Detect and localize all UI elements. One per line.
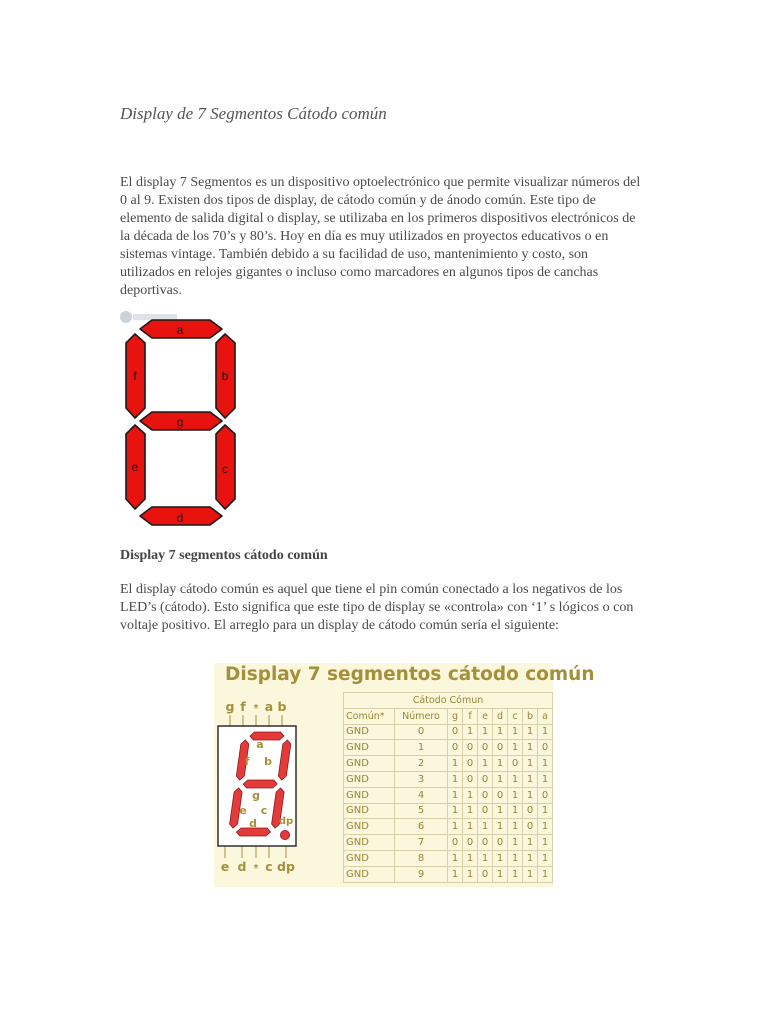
table-cell: 1 [538, 850, 553, 866]
table-row [344, 835, 553, 851]
table-header-cell: d [493, 708, 508, 724]
table-cell: 0 [463, 756, 478, 772]
table-cell: 0 [463, 835, 478, 851]
table-header-row [344, 708, 553, 724]
table-cell: 9 [395, 866, 448, 882]
small-segment-label-dp: dp [278, 816, 294, 827]
table-row [344, 724, 553, 740]
table-cell: 0 [478, 771, 493, 787]
table-cell: GND [344, 724, 395, 740]
table-cell: 1 [493, 803, 508, 819]
pin-label-e: e [220, 859, 230, 874]
table-cell: 0 [493, 740, 508, 756]
table-cell: 1 [493, 866, 508, 882]
table-row [344, 771, 553, 787]
table-cell: 1 [448, 771, 463, 787]
segment-label-c: c [222, 462, 228, 476]
table-cell: 0 [538, 740, 553, 756]
table-cell: 1 [463, 803, 478, 819]
table-cell: 4 [395, 787, 448, 803]
table-cell: 1 [523, 756, 538, 772]
table-header-cell: g [448, 708, 463, 724]
table-header-cell: b [523, 708, 538, 724]
table-cell: 1 [523, 724, 538, 740]
table-cell: GND [344, 787, 395, 803]
table-cell: 1 [508, 866, 523, 882]
figure-title: Display 7 segmentos cátodo común [225, 664, 595, 685]
table-header-cell: a [538, 708, 553, 724]
table-cell: 1 [493, 850, 508, 866]
table-cell: 0 [463, 740, 478, 756]
segment-label-f: f [133, 369, 137, 383]
table-cell: 1 [538, 819, 553, 835]
small-segment-label-f: f [244, 755, 250, 768]
table-header-cell: c [508, 708, 523, 724]
segment-label-b: b [221, 369, 229, 383]
page-title: Display de 7 Segmentos Cátodo común [120, 104, 387, 123]
table-cell: 7 [395, 835, 448, 851]
table-cell: 1 [538, 803, 553, 819]
table-cell: 1 [448, 866, 463, 882]
table-cell: 1 [493, 724, 508, 740]
table-cell: GND [344, 803, 395, 819]
table-cell: 0 [463, 771, 478, 787]
table-cell: 1 [395, 740, 448, 756]
table-cell: 0 [448, 740, 463, 756]
table-cell: 0 [478, 740, 493, 756]
table-row [344, 819, 553, 835]
table-cell: 1 [493, 819, 508, 835]
table-cell: 1 [448, 819, 463, 835]
table-cell: GND [344, 866, 395, 882]
seven-segment-diagram [118, 310, 243, 532]
table-cell: 1 [478, 756, 493, 772]
table-cell: GND [344, 771, 395, 787]
table-cell: 1 [508, 819, 523, 835]
table-cell: 1 [478, 819, 493, 835]
table-cell: 0 [478, 787, 493, 803]
small-segment-label-g: g [252, 789, 260, 802]
small-segment-label-e: e [239, 804, 247, 817]
table-cell: 1 [478, 850, 493, 866]
table-row [344, 850, 553, 866]
table-caption: Cátodo Cómun [344, 693, 553, 709]
table-header-cell: Común* [344, 708, 395, 724]
segment-label-a: a [176, 323, 184, 337]
table-cell: 6 [395, 819, 448, 835]
pin-label-g: g [225, 699, 235, 714]
small-segment-label-b: b [264, 755, 272, 768]
pin-label-dp: dp [277, 859, 295, 874]
table-cell: 1 [463, 850, 478, 866]
table-cell: 0 [478, 803, 493, 819]
table-cell: 1 [523, 740, 538, 756]
table-cell: 0 [523, 819, 538, 835]
intro-paragraph: El display 7 Segmentos es un dispositivo optoelectrónico que permite visualizar números del 0 al 9. Existen dos tipos de display, de cátodo común y de ánodo común. Este tipo de elemento de salida digital o display, se utilizaba en los primeros dispositivos electrónicos de la década de los 70’s y 80’s. Hoy en día es muy utilizados en proyectos educativos o en sistemas vintage. También debido a su facilidad de uso, mantenimiento y costo, son utilizados en relojes gigantes o incluso como marcadores en algunos tipos de canchas deportivas. [120, 175, 641, 298]
pinout-diagram [214, 693, 342, 883]
table-header-cell: Número [395, 708, 448, 724]
table-cell: GND [344, 835, 395, 851]
pin-label-b: b [277, 699, 287, 714]
table-row [344, 740, 553, 756]
table-cell: 1 [523, 771, 538, 787]
table-cell: 1 [538, 866, 553, 882]
table-cell: 0 [395, 724, 448, 740]
segment-label-e: e [131, 460, 139, 474]
table-cell: 1 [508, 850, 523, 866]
segment-label-d: d [176, 511, 184, 525]
table-cell: 1 [538, 835, 553, 851]
table-cell: 1 [478, 724, 493, 740]
table-cell: 1 [508, 803, 523, 819]
table-header-cell: f [463, 708, 478, 724]
pin-label-c: c [265, 859, 273, 874]
table-cell: 1 [538, 771, 553, 787]
table-cell: 1 [448, 787, 463, 803]
small-segment-g [243, 780, 278, 788]
segment-label-g: g [176, 415, 184, 429]
small-segment-label-c: c [260, 804, 268, 817]
table-cell: 0 [478, 866, 493, 882]
table-cell: 1 [523, 835, 538, 851]
small-segment-label-d: d [249, 817, 257, 830]
pin-label-common-bottom: * [253, 863, 259, 874]
pin-label-f: f [240, 699, 246, 714]
table-cell: GND [344, 756, 395, 772]
table-cell: 3 [395, 771, 448, 787]
table-cell: 1 [463, 787, 478, 803]
table-cell: 1 [448, 803, 463, 819]
table-cell: 1 [508, 835, 523, 851]
table-cell: 1 [463, 819, 478, 835]
table-cell: GND [344, 740, 395, 756]
table-cell: 1 [508, 724, 523, 740]
table-cell: 0 [478, 835, 493, 851]
table-cell: 0 [508, 756, 523, 772]
table-cell: 5 [395, 803, 448, 819]
table-cell: 8 [395, 850, 448, 866]
pin-label-common-top: * [253, 703, 259, 714]
table-cell: 1 [538, 756, 553, 772]
table-cell: GND [344, 850, 395, 866]
section-heading: Display 7 segmentos cátodo común [120, 548, 328, 563]
table-cell: 1 [463, 866, 478, 882]
table-cell: 2 [395, 756, 448, 772]
pin-label-d: d [237, 859, 247, 874]
body-paragraph: El display cátodo común es aquel que tiene el pin común conectado a los negativos de los LED’s (cátodo). Esto significa que este tipo de display se «controla» con ‘1’ s lógicos o con voltaje positivo. El arreglo para un display de cátodo común sería el siguiente: [120, 582, 634, 633]
table-row [344, 756, 553, 772]
table-cell: 0 [448, 724, 463, 740]
table-cell: 1 [448, 850, 463, 866]
table-header-cell: e [478, 708, 493, 724]
table-cell: 1 [448, 756, 463, 772]
table-cell: GND [344, 819, 395, 835]
table-cell: 1 [493, 771, 508, 787]
small-segment-dp [280, 830, 289, 839]
table-cell: 1 [463, 724, 478, 740]
table-cell: 0 [538, 787, 553, 803]
table-cell: 0 [448, 835, 463, 851]
table-cell: 1 [523, 866, 538, 882]
table-cell: 1 [508, 771, 523, 787]
table-cell: 0 [523, 803, 538, 819]
pin-label-a: a [264, 699, 274, 714]
table-row [344, 866, 553, 882]
truth-table [343, 692, 553, 883]
table-row [344, 803, 553, 819]
table-cell: 1 [508, 740, 523, 756]
common-cathode-figure [214, 663, 595, 887]
small-segment-a [249, 732, 284, 740]
small-segment-label-a: a [256, 738, 264, 751]
table-cell: 1 [493, 756, 508, 772]
table-cell: 0 [493, 835, 508, 851]
table-cell: 1 [523, 787, 538, 803]
table-cell: 1 [538, 724, 553, 740]
table-cell: 0 [493, 787, 508, 803]
table-cell: 1 [508, 787, 523, 803]
table-cell: 1 [523, 850, 538, 866]
table-row [344, 787, 553, 803]
